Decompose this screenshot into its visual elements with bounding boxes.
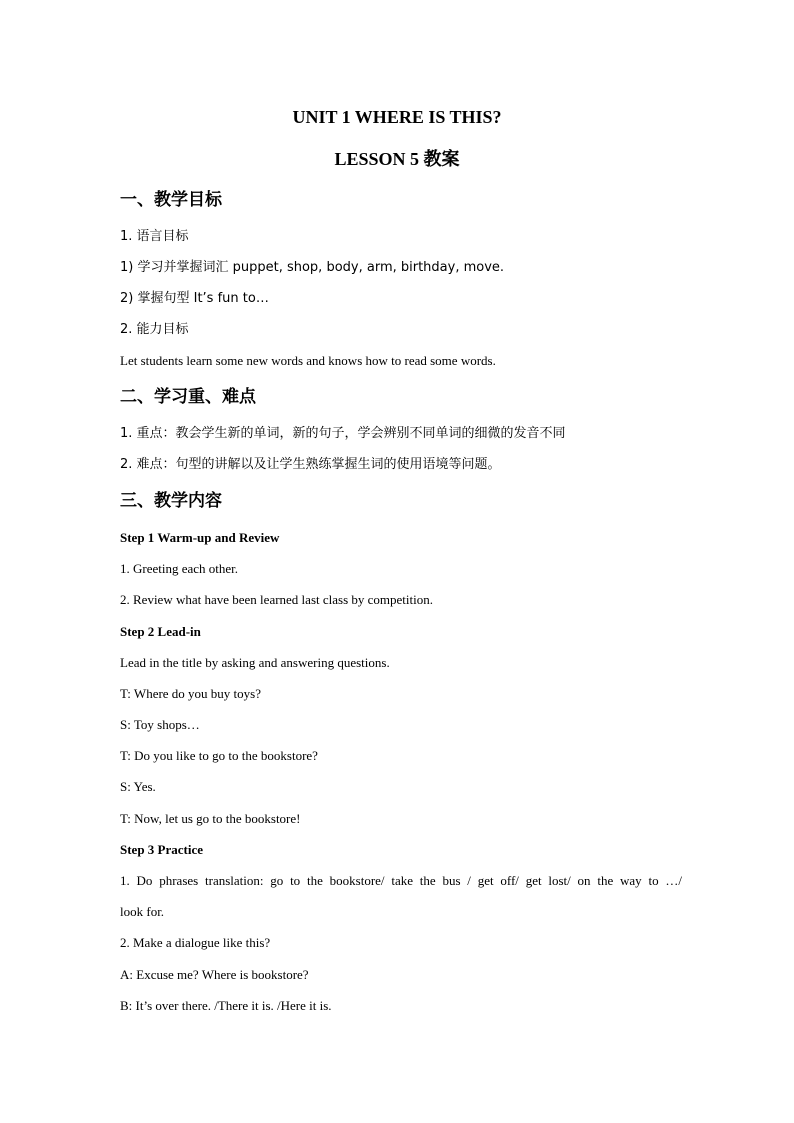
document-subtitle: LESSON 5 教案 xyxy=(334,149,460,169)
step3-line: look for. xyxy=(120,904,165,919)
step3-line: B: It’s over there. /There it is. /Here it is. xyxy=(120,998,332,1013)
step1-line: 1. Greeting each other. xyxy=(120,561,239,576)
section-heading-content: 三、教学内容 xyxy=(120,491,222,511)
step2-line: S: Yes. xyxy=(120,779,156,794)
section-heading-objectives: 一、教学目标 xyxy=(120,190,222,210)
objective-ability-text: Let students learn some new words and knows how to read some words. xyxy=(120,353,496,368)
step1-line: 2. Review what have been learned last class by competition. xyxy=(120,592,433,607)
document-title: UNIT 1 WHERE IS THIS? xyxy=(292,107,502,127)
objective-vocabulary: 1) 学习并掌握词汇 puppet, shop, body, arm, birthday, move. xyxy=(120,260,505,275)
step3-line: 1. Do phrases translation: go to the bookstore/ take the bus / get off/ get lost/ on the way to …/ xyxy=(120,873,682,888)
step3-line: A: Excuse me? Where is bookstore? xyxy=(120,967,309,982)
step2-line: T: Where do you buy toys? xyxy=(120,686,262,701)
objective-language-goal: 1. 语言目标 xyxy=(120,229,189,244)
objective-sentence-pattern: 2) 掌握句型 It’s fun to… xyxy=(120,291,269,306)
section-heading-key-points: 二、学习重、难点 xyxy=(120,387,256,407)
step2-line: T: Now, let us go to the bookstore! xyxy=(120,811,301,826)
step3-line: 2. Make a dialogue like this? xyxy=(120,935,271,950)
key-point-focus: 1. 重点：教会学生新的单词，新的句子，学会辨别不同单词的细微的发音不同 xyxy=(120,426,566,441)
step2-line: T: Do you like to go to the bookstore? xyxy=(120,748,318,763)
key-point-difficulty: 2. 难点：句型的讲解以及让学生熟练掌握生词的使用语境等问题。 xyxy=(120,457,501,472)
step2-title: Step 2 Lead-in xyxy=(120,624,201,639)
step2-line: Lead in the title by asking and answering questions. xyxy=(120,655,390,670)
step2-line: S: Toy shops… xyxy=(120,717,200,732)
objective-ability-goal: 2. 能力目标 xyxy=(120,322,189,337)
step3-title: Step 3 Practice xyxy=(120,842,204,857)
step1-title: Step 1 Warm-up and Review xyxy=(120,530,280,545)
